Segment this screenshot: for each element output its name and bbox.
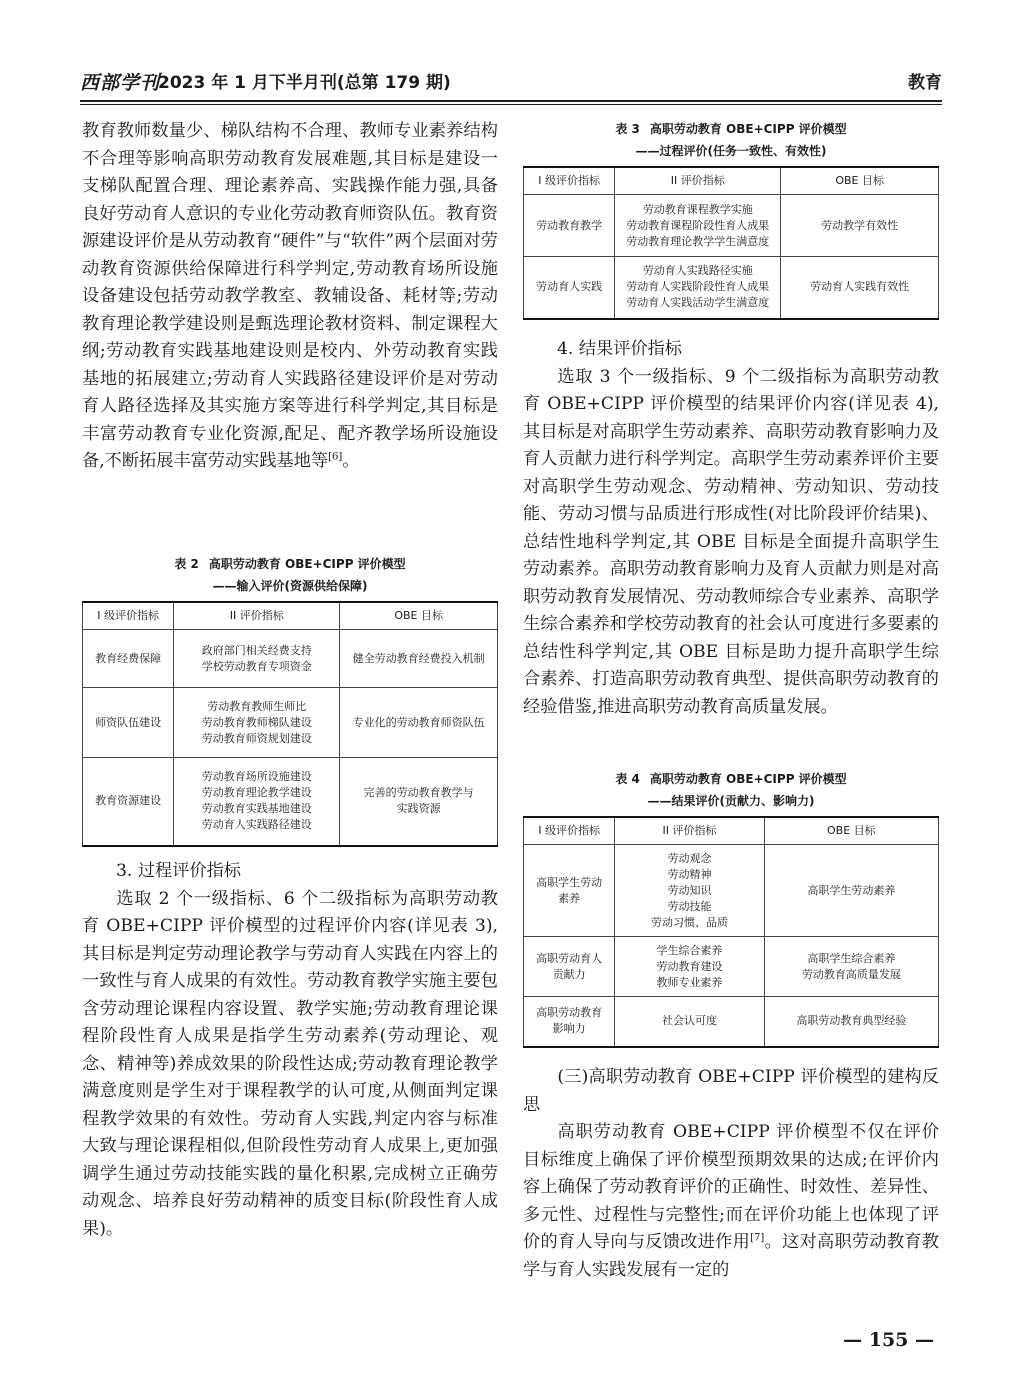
header-cell: I 级评价指标 [524, 167, 615, 195]
cell-line: 劳动观念 [667, 851, 712, 865]
journal-logo: 西部学刊 [80, 72, 161, 94]
cell-line: 完善的劳动教育教学与 [363, 786, 474, 800]
table-number: 表 3 [615, 122, 640, 136]
table-cell [174, 758, 340, 846]
table-row [524, 997, 939, 1047]
cell-line: 劳动育人实践活动学生满意度 [626, 296, 770, 310]
table-title: 高职劳动教育 OBE+CIPP 评价模型 [649, 122, 847, 136]
cell-line: 劳动知识 [667, 883, 712, 897]
table-header-row [524, 817, 939, 845]
header-rule-thin [80, 104, 942, 105]
table-3 [523, 166, 939, 320]
table-cell: 社会认可度 [615, 997, 764, 1047]
table-4 [523, 816, 939, 1048]
cell-line: 劳动育人实践路径实施 [642, 264, 753, 278]
table4-block [523, 768, 939, 1048]
table-cell [174, 688, 340, 758]
table-cell: 专业化的劳动教育师资队伍 [340, 688, 498, 758]
cell-line: 素养 [558, 891, 581, 905]
cell-line: 劳动教育课程教学实施 [642, 202, 753, 216]
header-cell: OBE 目标 [340, 602, 498, 630]
cell-line: 劳动教育场所设施建设 [201, 770, 312, 784]
cell-line: 学生综合素养 [656, 943, 723, 957]
table-row [83, 688, 498, 758]
table-row [83, 630, 498, 688]
cell-line: 劳动育人实践路径建设 [201, 818, 312, 832]
cell-line: 劳动教育高质量发展 [801, 967, 901, 981]
header-cell: II 评价指标 [615, 817, 764, 845]
header-rule [80, 100, 942, 102]
cell-line: 高职学生综合素养 [807, 951, 896, 965]
cell-line: 劳动技能 [667, 899, 712, 913]
table-subcaption: ——输入评价(资源供给保障) [212, 579, 368, 593]
table-cell: 劳动育人实践有效性 [781, 257, 939, 319]
cell-line: 劳动教育理论教学学生满意度 [626, 234, 770, 248]
header-cell: I 级评价指标 [524, 817, 615, 845]
cell-line: 劳动教育教师梯队建设 [201, 715, 312, 729]
table-number: 表 2 [174, 557, 199, 571]
table-row [524, 195, 939, 257]
table-row [83, 758, 498, 846]
paragraph-text-end: 。 [342, 451, 360, 471]
body-paragraph [82, 118, 498, 476]
running-header [80, 68, 942, 98]
cell-line: 教师专业素养 [656, 975, 723, 989]
table-cell [524, 997, 615, 1047]
left-column [82, 118, 498, 476]
cell-line: 影响力 [552, 1022, 586, 1036]
table-title: 高职劳动教育 OBE+CIPP 评价模型 [649, 772, 847, 786]
subsection-heading: 3. 过程评价指标 [116, 861, 241, 881]
table-row [524, 257, 939, 319]
paragraph-text: 教育教师数量少、梯队结构不合理、教师专业素养结构不合理等影响高职劳动教育发展难题,其目标是建设一支梯队配置合理、理论素养高、实践操作能力强,具备良好劳动育人意识的专业化劳动教育师资队伍。教育资源建设评价是从劳动教育“硬件”与“软件”两个层面对劳动教育资源供给保障进行科学判定,劳动教育场所设施设备建设包括劳动教学教室、教辅设备、耗材等;劳动教育理论教学建设则是甄选理论教材资料、制定课程大纲;劳动教育实践基地建设则是校内、外劳动教育实践基地的拓展建立;劳动育人实践路径建设评价是对劳动育人路径选择及其实施方案等进行科学判定,其目标是丰富劳动教育专业化资源,配足、配齐教学场所设施设备,不断拓展丰富劳动实践基地等 [82, 121, 498, 471]
table-cell [615, 845, 764, 937]
issue-info: 2023 年 1 月下半月刊(总第 179 期) [158, 73, 451, 93]
cell-line: 劳动育人实践阶段性育人成果 [626, 280, 770, 294]
body-paragraph: 选取 3 个一级指标、9 个二级指标为高职劳动教育 OBE+CIPP 评价模型的结果评价内容(详见表 4),其目标是对高职学生劳动素养、高职劳动教育影响力及育人贡献力进行科学判定。高职学生劳动素养评价主要对高职学生劳动观念、劳动精神、劳动知识、劳动技能、劳动习惯与品质进行形成性(对比阶段评价结果)、总结性地科学判定,其 OBE 目标是全面提升高职学生劳动素养。高职劳动教育影响力及育人贡献力则是对高职劳动教育发展情况、劳动教师综合专业素养、高职学生综合素养和学校劳动教育的社会认可度进行多要素的总结性科学判定,其 OBE 目标是助力提升高职学生综合素养、打造高职劳动教育典型、提供高职劳动教育的经验借鉴,推进高职劳动教育高质量发展。 [523, 366, 939, 717]
cell-line: 劳动教育建设 [656, 959, 723, 973]
subsection-heading: 4. 结果评价指标 [557, 339, 682, 359]
citation: [6] [328, 451, 343, 463]
table-cell: 高职学生劳动素养 [764, 845, 938, 937]
table-cell: 教育经费保障 [83, 630, 174, 688]
section-3 [82, 858, 498, 1243]
paragraph-text: 高职劳动教育 OBE+CIPP 评价模型不仅在评价目标维度上确保了评价模型预期效果的达成;在评价内容上确保了劳动教育评价的正确性、时效性、差异性、多元性、过程性与完整性;而在评价功能上也体现了评价的育人导向与反馈改进作用 [523, 1122, 939, 1252]
table-caption [82, 553, 498, 575]
table-cell [615, 195, 781, 257]
section-c [523, 1064, 939, 1284]
table-cell [764, 937, 938, 997]
cell-line: 实践资源 [396, 802, 441, 816]
table-cell [615, 937, 764, 997]
table-cell: 师资队伍建设 [83, 688, 174, 758]
section-label: 教育 [908, 73, 942, 93]
section-4 [523, 336, 939, 721]
table-cell [174, 630, 340, 688]
table-row [524, 937, 939, 997]
table-number: 表 4 [615, 772, 640, 786]
header-cell: II 评价指标 [174, 602, 340, 630]
cell-line: 劳动教育实践基地建设 [201, 802, 312, 816]
table-title: 高职劳动教育 OBE+CIPP 评价模型 [208, 557, 406, 571]
table-cell [340, 758, 498, 846]
header-cell: OBE 目标 [781, 167, 939, 195]
table-row [524, 845, 939, 937]
cell-line: 劳动教育理论教学建设 [201, 786, 312, 800]
body-paragraph: 选取 2 个一级指标、6 个二级指标为高职劳动教育 OBE+CIPP 评价模型的过程评价内容(详见表 3),其目标是判定劳动理论教学与劳动育人实践在内容上的一致性与育人成果的有效性。劳动教育教学实施主要包含劳动理论课程内容设置、教学实施;劳动教育理论课程阶段性育人成果是指学生劳动素养(劳动理论、观念、精神等)养成效果的阶段性达成;劳动教育理论教学满意度则是学生对于课程教学的认可度,从侧面判定课程教学效果的有效性。劳动育人实践,判定内容与标准大致与理论课程相似,但阶段性劳动育人成果上,更加强调学生通过劳动技能实践的量化积累,完成树立正确劳动观念、培养良好劳动精神的质变目标(阶段性育人成果)。 [82, 888, 498, 1239]
table-2 [82, 601, 498, 847]
table-subcaption: ——过程评价(任务一致性、有效性) [635, 144, 827, 158]
cell-line: 高职学生劳动 [536, 875, 603, 889]
cell-line: 贡献力 [552, 967, 586, 981]
page-number: — 155 — [843, 1329, 934, 1351]
table-subcaption: ——结果评价(贡献力、影响力) [647, 794, 815, 808]
table-cell: 劳动育人实践 [524, 257, 615, 319]
table2-block [82, 553, 498, 847]
cell-line: 政府部门相关经费支持 [201, 643, 312, 657]
table-cell [615, 257, 781, 319]
table-cell [524, 845, 615, 937]
table-cell: 劳动教学有效性 [781, 195, 939, 257]
cell-line: 劳动教育教师生师比 [207, 699, 307, 713]
table-caption [523, 118, 939, 140]
body-paragraph [523, 1119, 939, 1284]
header-cell: I 级评价指标 [83, 602, 174, 630]
cell-line: 高职劳动育人 [536, 951, 603, 965]
cell-line: 高职劳动教育 [536, 1006, 603, 1020]
cell-line: 劳动精神 [667, 867, 712, 881]
table-cell: 教育资源建设 [83, 758, 174, 846]
header-cell: OBE 目标 [764, 817, 938, 845]
paragraph-text-end: 。这对高职劳动教育教学与育人实践发展有一定的 [523, 1232, 939, 1280]
section-heading: (三)高职劳动教育 OBE+CIPP 评价模型的建构反思 [523, 1067, 939, 1115]
table-cell [524, 937, 615, 997]
cell-line: 学校劳动教育专项资金 [201, 659, 312, 673]
citation: [7] [750, 1232, 765, 1244]
table-header-row [83, 602, 498, 630]
table-header-row [524, 167, 939, 195]
table-cell: 健全劳动教育经费投入机制 [340, 630, 498, 688]
header-cell: II 评价指标 [615, 167, 781, 195]
cell-line: 劳动教育课程阶段性育人成果 [626, 218, 770, 232]
cell-line: 劳动习惯、品质 [650, 915, 728, 929]
table-cell: 高职劳动教育典型经验 [764, 997, 938, 1047]
table-cell: 劳动教育教学 [524, 195, 615, 257]
table-caption [523, 768, 939, 790]
table3-block [523, 118, 939, 320]
cell-line: 劳动教育师资规划建设 [201, 731, 312, 745]
